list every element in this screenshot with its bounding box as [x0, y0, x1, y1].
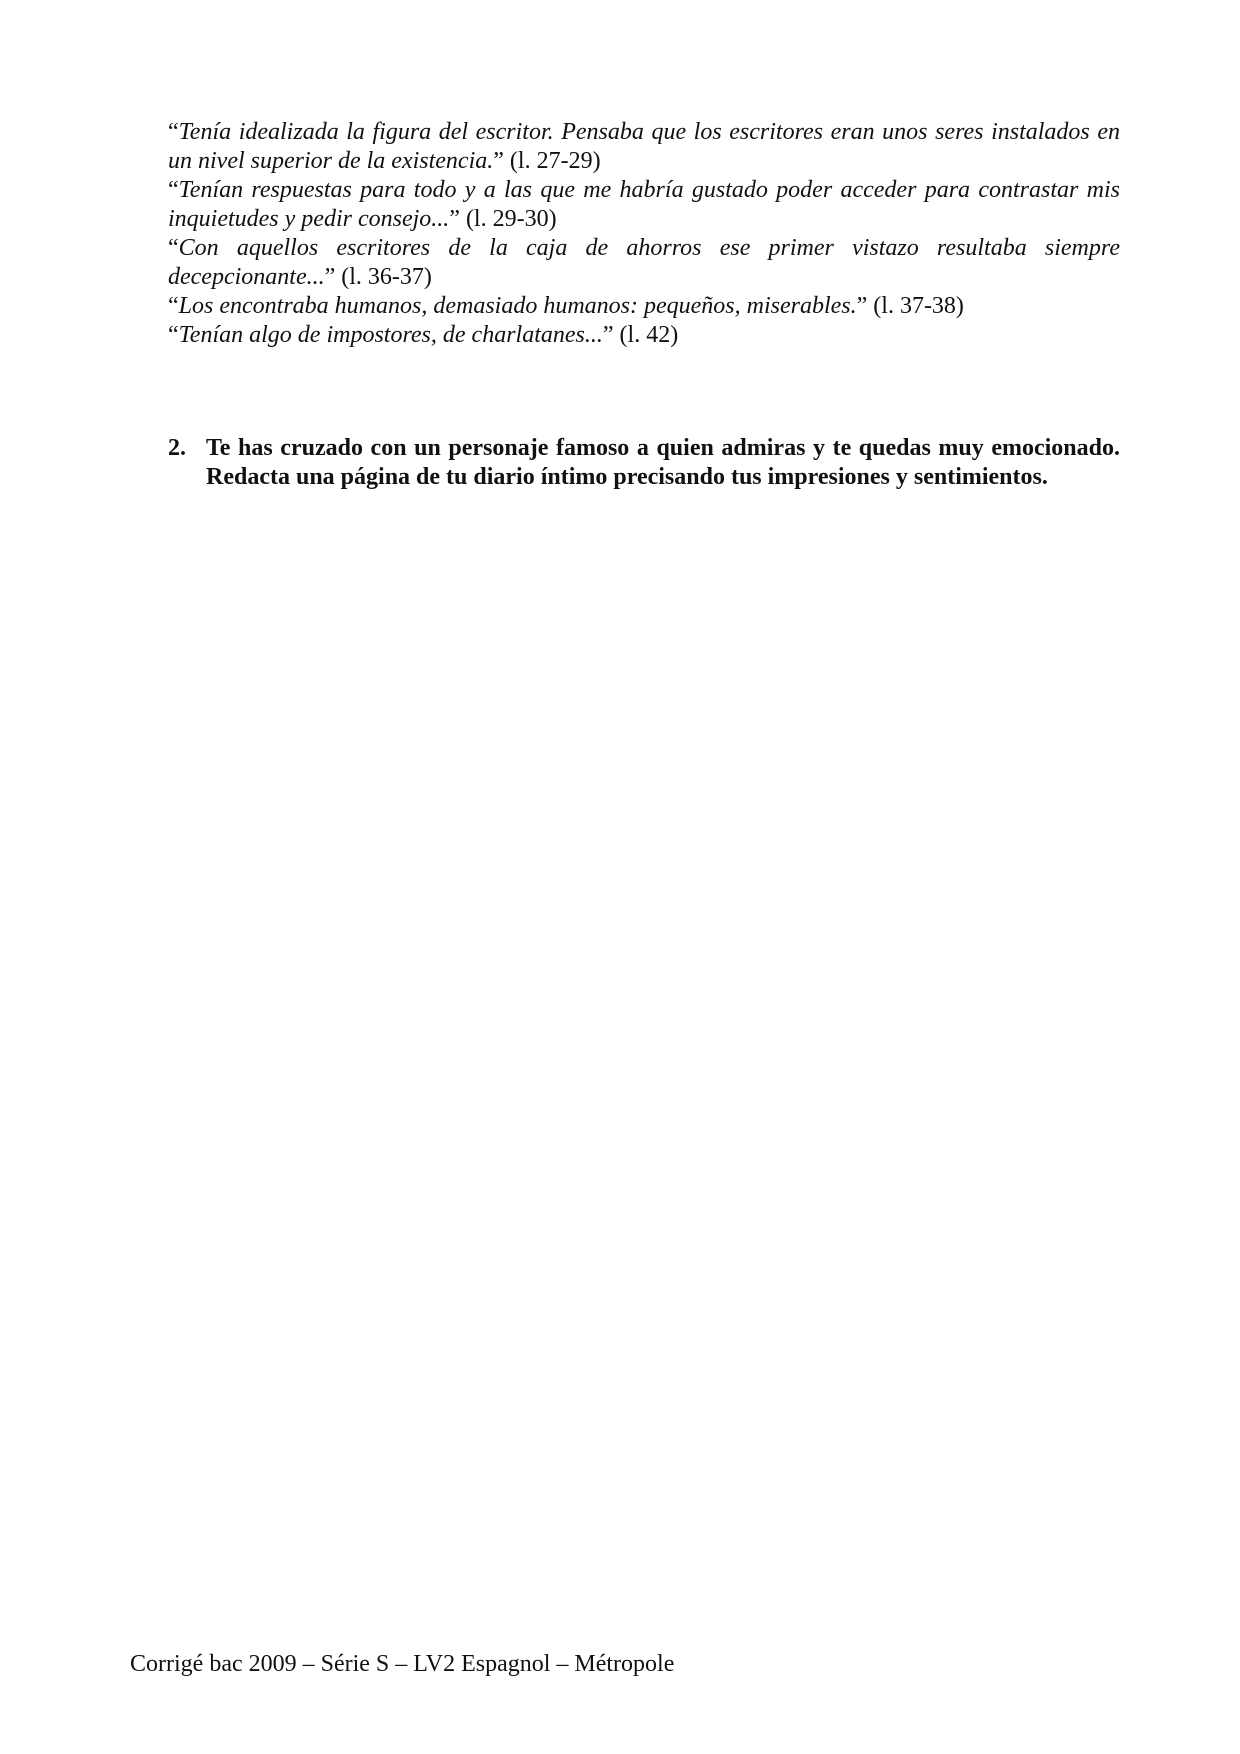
quote-5: “Tenían algo de impostores, de charlatanes...” (l. 42) — [168, 322, 679, 348]
quote-4: “Los encontraba humanos, demasiado humanos: pequeños, miserables.” (l. 37-38) — [168, 293, 964, 319]
question-number: 2. — [168, 435, 186, 461]
page-footer: Corrigé bac 2009 – Série S – LV2 Espagnol – Métropole — [130, 1651, 675, 1677]
quote-3-ref: (l. 36-37) — [335, 264, 432, 290]
quote-3: “Con aquellos escritores de la caja de ahorros ese primer vistazo resultaba siempre decepcionante...” (l. 36-37) — [168, 235, 1120, 290]
quote-2-ref: (l. 29-30) — [459, 206, 557, 232]
quote-3-text: Con aquellos escritores de la caja de ahorros ese primer vistazo resultaba siempre decepcionante... — [168, 235, 1120, 290]
quote-2-text: Tenían respuestas para todo y a las que me habría gustado poder acceder para contrastar mis inquietudes y pedir consejo... — [168, 177, 1120, 232]
quote-4-text: Los encontraba humanos, demasiado humanos: pequeños, miserables. — [178, 293, 857, 319]
quote-1-ref: (l. 27-29) — [503, 148, 601, 174]
quotes-block — [168, 118, 1120, 350]
quote-5-text: Tenían algo de impostores, de charlatanes... — [178, 322, 603, 348]
quote-5-ref: (l. 42) — [613, 322, 679, 348]
question-2 — [168, 434, 1120, 492]
question-text: Te has cruzado con un personaje famoso a quien admiras y te quedas muy emocionado. Redacta una página de tu diario íntimo precisando tus impresiones y sentimientos. — [206, 435, 1120, 490]
quote-1-text: Tenía idealizada la figura del escritor. Pensaba que los escritores eran unos seres instalados en un nivel superior de la existencia. — [168, 119, 1120, 174]
quote-4-ref: (l. 37-38) — [867, 293, 964, 319]
quote-2: “Tenían respuestas para todo y a las que me habría gustado poder acceder para contrastar mis inquietudes y pedir consejo...” (l. 29-30) — [168, 177, 1120, 232]
quote-1: “Tenía idealizada la figura del escritor. Pensaba que los escritores eran unos seres instalados en un nivel superior de la existencia.” (l. 27-29) — [168, 119, 1120, 174]
